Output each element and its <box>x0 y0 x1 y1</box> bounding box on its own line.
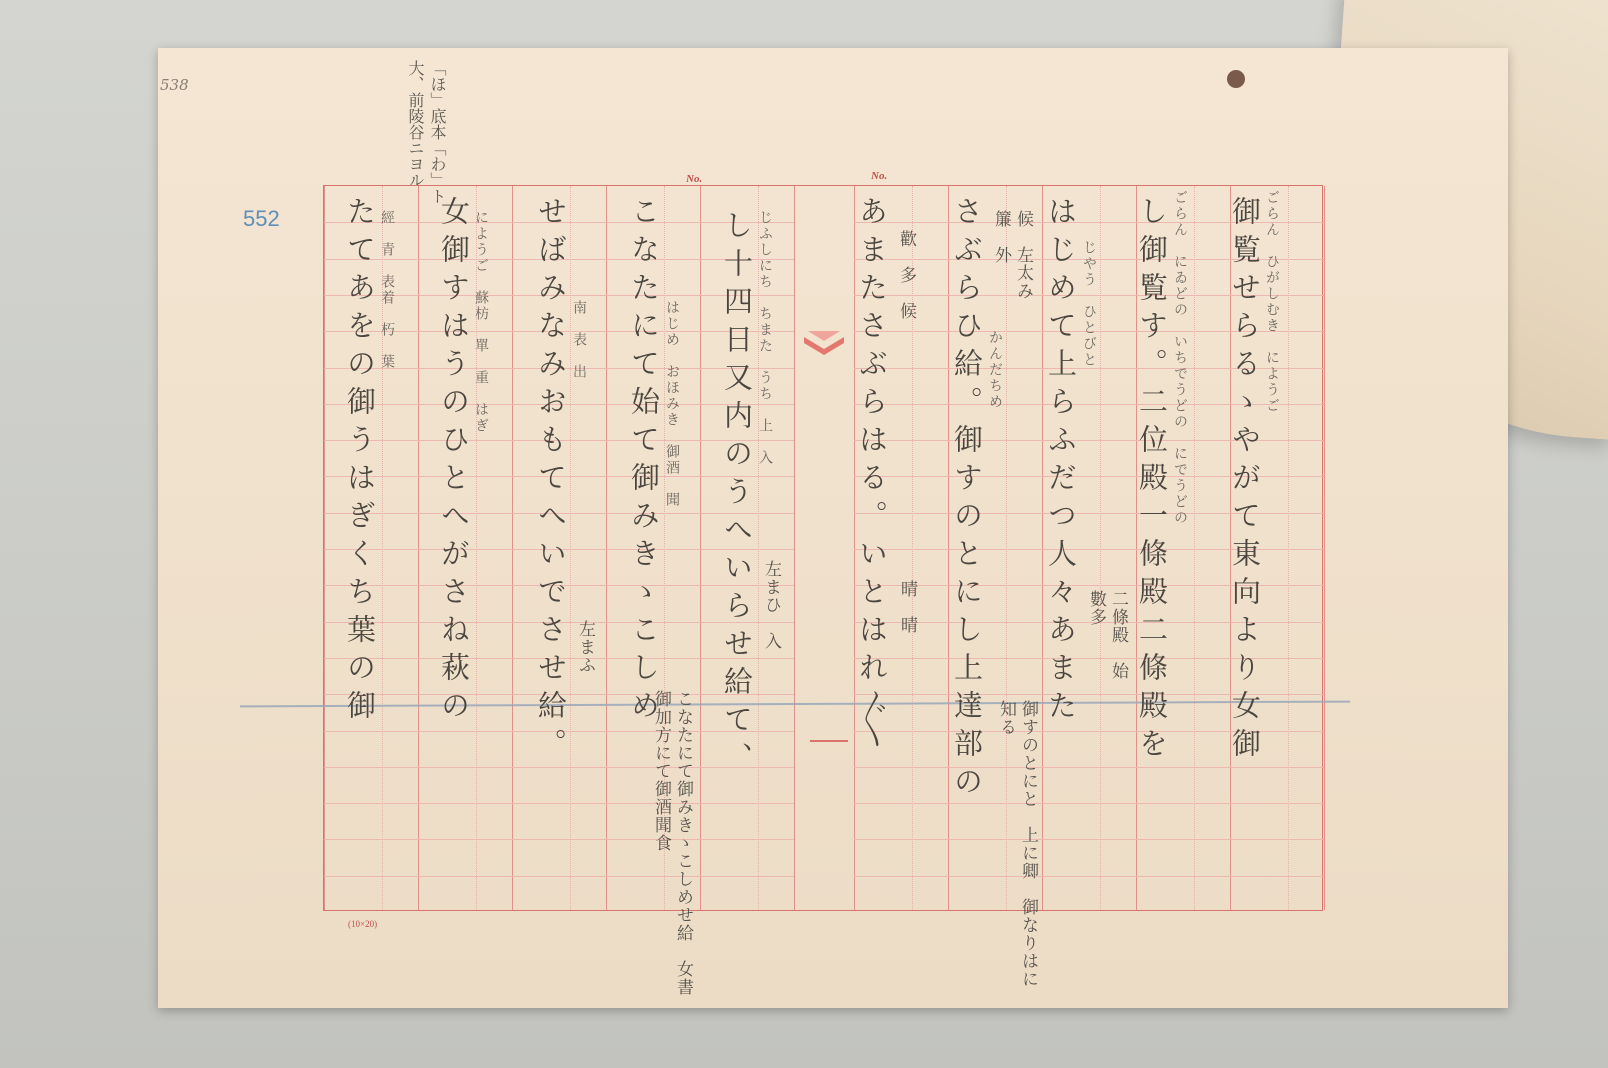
ruby-column-4: かんだちめ <box>987 330 1003 410</box>
text-column-2: し御覧す。二位殿一條殿二條殿を <box>1135 196 1169 766</box>
grid-column-line <box>794 186 795 910</box>
grid-row-line <box>324 839 794 840</box>
page-number: 538 <box>160 76 189 94</box>
text-column-9: 女御すはうのひとへがさね萩の <box>437 196 471 728</box>
text-column-1: 御覧せらるゝやがて東向より女御 <box>1228 196 1262 766</box>
annotation-1: 二條殿 始 數多 <box>1086 590 1128 698</box>
ruby-column-8: 南 表 出 <box>571 300 587 380</box>
grid-row-line <box>854 803 1324 804</box>
marginal-note: 「ほ」底本「わ」ト大、前陵谷ニヨル <box>406 60 447 204</box>
annotation-8: 左まふ <box>575 620 595 674</box>
text-column-6: し十四日又内のうへいらせ給て、 <box>720 210 754 780</box>
annotation-3: 歡 多 候 <box>896 230 916 320</box>
grid-column-line <box>1324 186 1325 910</box>
text-column-3: はじめて上らふだつ人々あまた <box>1044 196 1078 728</box>
text-column-4: さぶらひ給。御すのとにし上達部の <box>950 196 984 804</box>
grid-row-line <box>324 876 794 877</box>
stamp-number: 552 <box>243 206 280 231</box>
text-column-10: たてあをの御うはぎくち葉の御 <box>343 196 377 728</box>
ruby-column-1: ごらん ひがしむき にようご <box>1264 190 1280 414</box>
no-label-right: No. <box>871 170 888 182</box>
grid-row-line <box>324 803 794 804</box>
annotation-6: こなたにて御みきゝこしめせ給 女書御加方にて御酒聞食 <box>651 690 693 996</box>
center-fold-dash <box>810 740 848 742</box>
annotation-5: 御すのとにと 上に卿 御なりはに知る <box>996 700 1038 988</box>
annotation-7: 左まひ 入 <box>761 560 781 650</box>
annotation-2: 候 左太み 簾 外 <box>991 210 1033 318</box>
ruby-column-3: じやう ひとびと <box>1081 240 1097 368</box>
grid-row-line <box>854 876 1324 877</box>
text-column-7: こなたにて始て御みきゝこしめ <box>627 196 661 728</box>
ruby-column-9: にようご 蘇枋 單 重 はぎ <box>473 210 489 434</box>
no-label-left: No. <box>686 173 703 185</box>
center-fold-mark <box>804 331 844 357</box>
ruby-column-2: ごらん にゐどの いちでうどの にでうどの <box>1172 190 1188 526</box>
grid-row-line <box>854 839 1324 840</box>
grid-size-note: (10×20) <box>348 919 378 929</box>
annotation-4: 晴 晴 <box>897 580 917 634</box>
ruby-column-6: じふしにち ちまた うち 上 入 <box>757 210 773 466</box>
ruby-column-10: 經 青 表着 朽 葉 <box>379 210 395 370</box>
binding-hole <box>1227 70 1245 88</box>
ruby-column-7: はじめ おほみき 御酒 聞 <box>664 300 680 508</box>
grid-row-line <box>854 767 1324 768</box>
text-column-8: せばみなみおもてへいでさせ給。 <box>534 196 568 766</box>
text-column-5: あまたさぶらはる。いとはれ〴〵 <box>855 196 889 757</box>
